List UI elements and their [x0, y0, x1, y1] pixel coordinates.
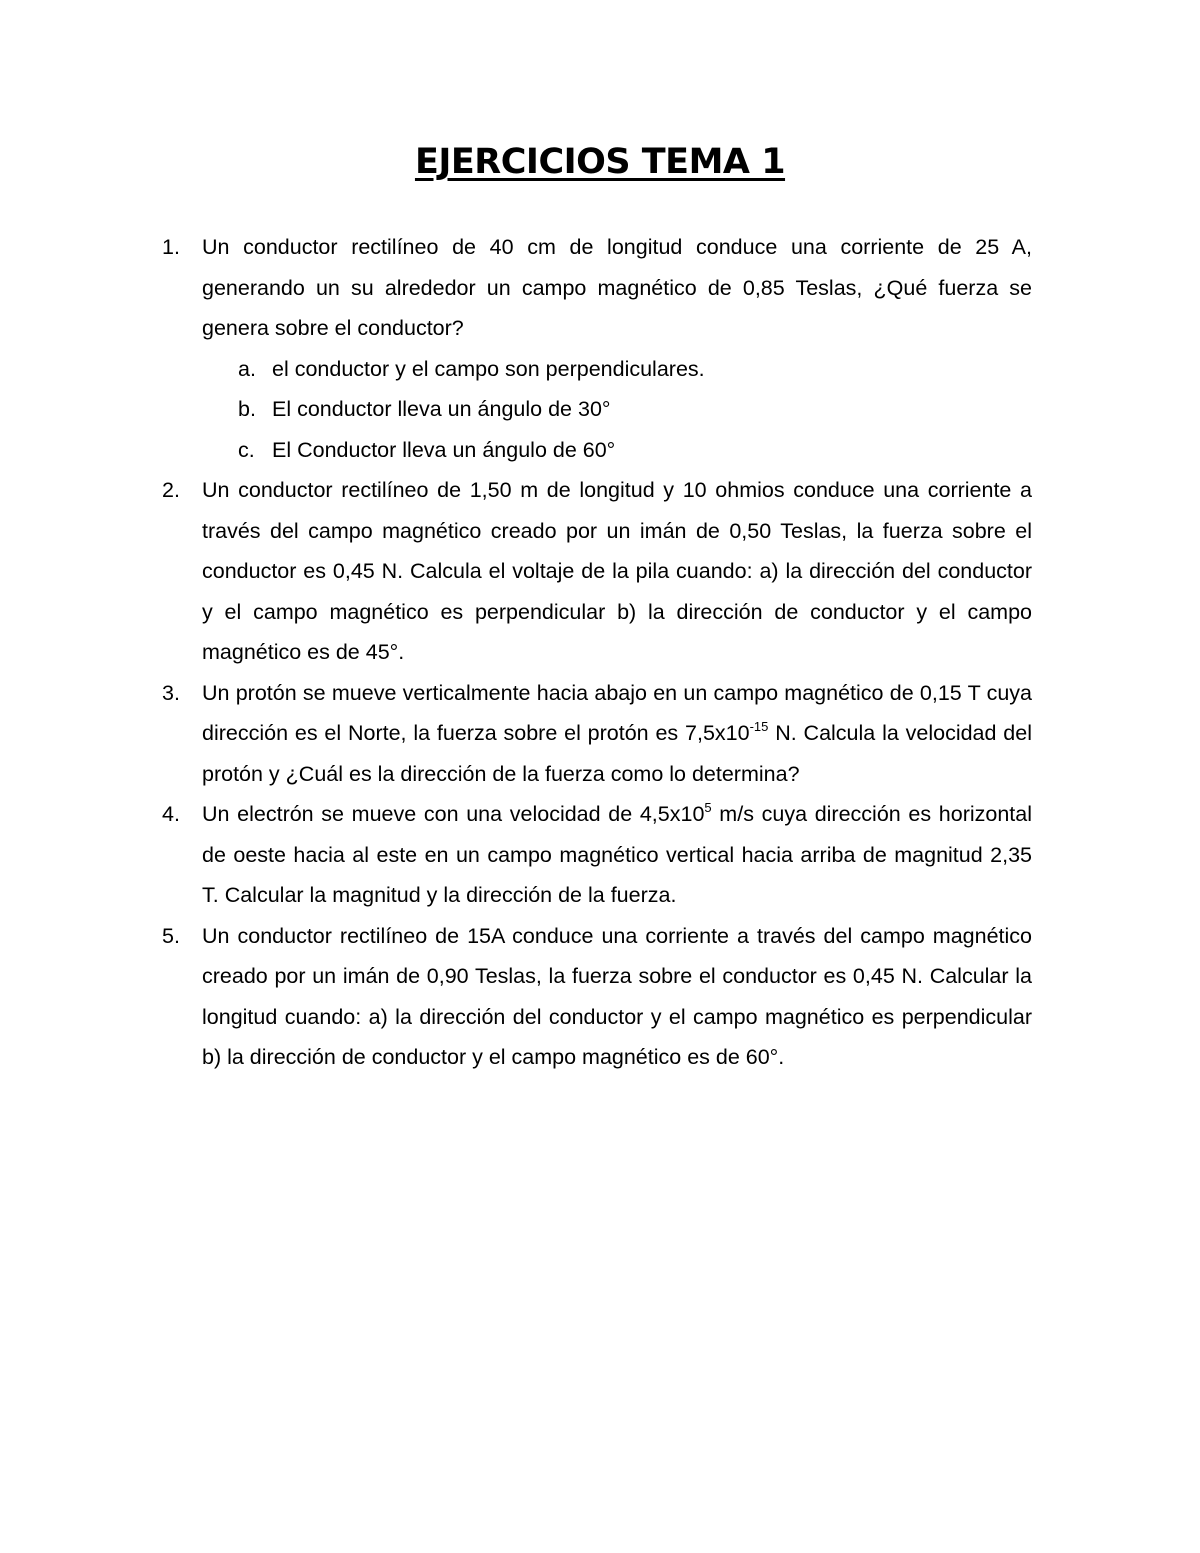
exercise-text-after: m/s cuya dirección es horizontal de oeste hacia al este en un campo magnético vertical hacia arriba de magnitud 2,35 T. Calcular la magnitud y la dirección de la fuerza. [202, 802, 1033, 907]
exercise-list [162, 227, 1033, 1078]
sub-item-letter: b. [238, 397, 256, 421]
sub-item-text: El Conductor lleva un ángulo de 60° [272, 437, 616, 462]
page-title: EJERCICIOS TEMA 1 [414, 142, 786, 182]
exercise-text-after: N. Calcula la velocidad del protón y ¿Cuál es la dirección de la fuerza como lo determina? [202, 721, 1032, 786]
exercise-text: Un conductor rectilíneo de 15A conduce una corriente a través del campo magnético creado por un imán de 0,90 Teslas, la fuerza sobre el conductor es 0,45 N. Calcular la longitud cuando: a) la dirección del conductor y el campo magnético es perpendicular b) la dirección de conductor y el campo magnético es de 60°. [202, 923, 1032, 1069]
exercise-number: 3. [162, 680, 180, 705]
sub-item-a [202, 349, 1032, 390]
exercise-number: 4. [162, 802, 180, 826]
sub-item-text: El conductor lleva un ángulo de 30° [272, 397, 611, 421]
exercise-text: Un conductor rectilíneo de 40 cm de longitud conduce una corriente de 25 A, generando un su alrededor un campo magnético de 0,85 Teslas, ¿Qué fuerza se genera sobre el conductor? [202, 235, 1032, 340]
exercise-1 [162, 227, 1032, 470]
sub-item-letter: a. [238, 356, 256, 381]
exercise-text [202, 673, 1032, 795]
exercise-5 [162, 916, 1032, 1078]
exercise-text-before: Un protón se mueve verticalmente hacia abajo en un campo magnético de 0,15 T cuya dirección es el Norte, la fuerza sobre el protón es 7,5x10 [202, 680, 1032, 745]
exercise-number: 2. [162, 478, 180, 502]
exercise-text: Un conductor rectilíneo de 1,50 m de longitud y 10 ohmios conduce una corriente a través del campo magnético creado por un imán de 0,50 Teslas, la fuerza sobre el conductor es 0,45 N. Calcula el voltaje de la pila cuando: a) la dirección del conductor y el campo magnético es perpendicular b) la dirección de conductor y el campo magnético es de 45°. [202, 478, 1032, 664]
sub-item-c [202, 430, 1032, 471]
exponent: 5 [704, 800, 712, 815]
sub-item-letter: c. [238, 437, 255, 462]
sub-item-list [202, 349, 1032, 471]
sub-item-b [202, 389, 1032, 430]
exercise-number: 1. [162, 235, 180, 259]
exercise-3 [162, 673, 1032, 795]
sub-item-text: el conductor y el campo son perpendiculares. [272, 356, 705, 381]
exponent: -15 [749, 719, 769, 734]
exercise-2 [162, 470, 1032, 673]
exercise-number: 5. [162, 923, 180, 948]
exercise-text [202, 794, 1032, 916]
exercise-4 [162, 794, 1033, 916]
exercise-text-before: Un electrón se mueve con una velocidad de 4,5x10 [202, 802, 705, 826]
